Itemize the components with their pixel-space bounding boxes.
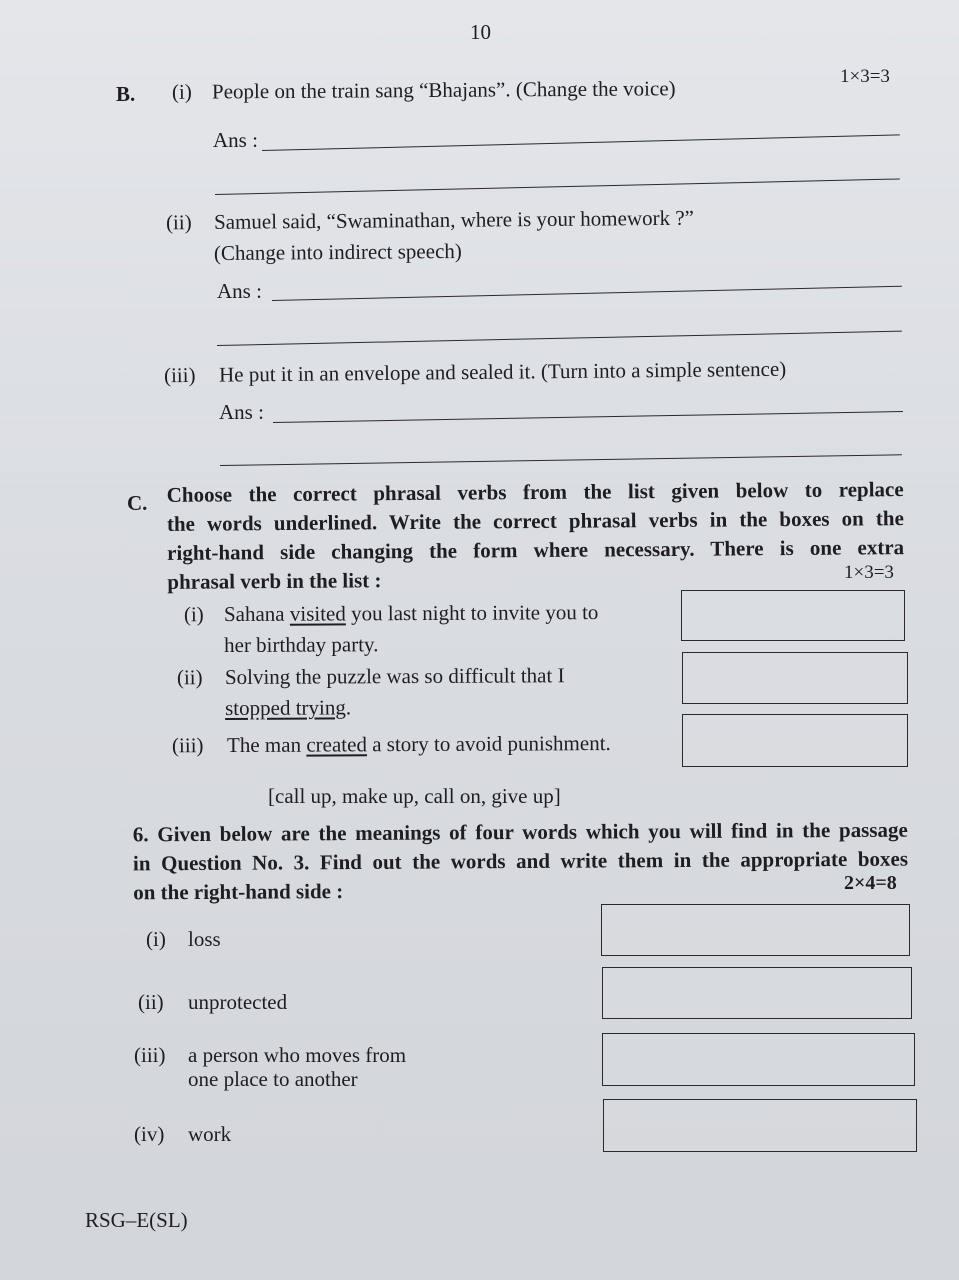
page-number: 10: [470, 20, 491, 44]
section-b-label: B.: [116, 82, 136, 106]
item-text: work: [188, 1122, 232, 1146]
question-6-item-iii: [134, 1040, 406, 1095]
instruction-line: phrasal verb in the list :: [167, 568, 382, 594]
question-number: (i): [171, 79, 192, 104]
instruction-line: the words underlined. Write the correct phrasal verbs in the boxes on the: [166, 506, 904, 536]
item-number: (i): [183, 602, 204, 627]
question-text: Samuel said, “Swaminathan, where is your homework ?”: [213, 205, 695, 234]
answer-line-b-iii-2[interactable]: [220, 454, 902, 466]
item-text: The man: [226, 732, 307, 758]
question-6-instruction: [133, 816, 909, 908]
answer-box-6-iii[interactable]: [602, 1033, 915, 1086]
item-number: (iv): [134, 1122, 165, 1146]
question-6-item-i: [146, 924, 221, 955]
answer-line-b-iii-1[interactable]: [273, 411, 903, 423]
answer-box-6-iv[interactable]: [603, 1099, 917, 1152]
question-6-item-iv: [134, 1119, 231, 1150]
item-text-line2: her birthday party.: [224, 632, 379, 658]
question-b-i: [172, 73, 676, 108]
item-text: loss: [188, 927, 221, 951]
answer-box-c-ii[interactable]: [682, 652, 908, 704]
answer-label: Ans :: [219, 400, 264, 424]
question-6-item-ii: [138, 987, 287, 1018]
question-b-ii-instruction: (Change into indirect speech): [213, 238, 462, 266]
question-b-ii: [166, 203, 694, 239]
item-text: a person who moves from: [188, 1043, 407, 1067]
section-c-item-i: [184, 597, 664, 662]
item-number: (i): [146, 927, 166, 951]
question-number: (iii): [163, 362, 196, 388]
item-number: (ii): [176, 665, 203, 690]
answer-box-6-i[interactable]: [601, 904, 910, 956]
item-text: you last night to invite you to: [345, 600, 599, 626]
item-number: (iii): [134, 1043, 166, 1067]
phrasal-verb-options: [call up, make up, call on, give up]: [268, 784, 561, 808]
question-6-label: 6.: [132, 822, 149, 847]
instruction-line: on the right-hand side :: [133, 879, 344, 905]
instruction-line: right-hand side changing the form where necessary. There is one extra: [167, 535, 905, 565]
item-text: unprotected: [188, 990, 288, 1014]
question-b-iii: [164, 354, 787, 392]
underlined-word: visited: [289, 601, 346, 626]
underlined-word: created: [306, 732, 367, 757]
section-c-item-iii: [172, 728, 672, 762]
section-c-item-ii: [177, 660, 657, 725]
question-6-marks: 2×4=8: [844, 872, 897, 894]
question-text: People on the train sang “Bhajans”. (Change the voice): [211, 76, 676, 104]
section-c-marks: 1×3=3: [844, 562, 894, 583]
item-text: Solving the puzzle was so difficult that I: [224, 663, 565, 690]
answer-line-b-i-1[interactable]: [262, 134, 900, 151]
question-number: (ii): [165, 210, 192, 235]
answer-label: Ans :: [213, 128, 258, 152]
answer-box-c-iii[interactable]: [682, 714, 908, 767]
answer-line-b-i-2[interactable]: [215, 178, 900, 195]
answer-box-6-ii[interactable]: [602, 967, 912, 1019]
answer-label: Ans :: [217, 279, 262, 303]
section-c-instruction: [167, 475, 905, 597]
answer-line-b-ii-1[interactable]: [272, 286, 902, 301]
instruction-line: in Question No. 3. Find out the words and write them in the appropriate boxes: [132, 846, 909, 876]
instruction-text: Given below are the meanings of four words which you will find in the passage: [157, 817, 908, 847]
item-text-line2: one place to another: [188, 1067, 358, 1091]
item-text: Sahana: [223, 601, 290, 627]
paper-code-footer: RSG–E(SL): [85, 1208, 188, 1232]
answer-box-c-i[interactable]: [681, 590, 905, 641]
item-number: (iii): [171, 733, 204, 758]
item-number: (ii): [138, 990, 164, 1014]
item-text: a story to avoid punishment.: [366, 731, 611, 757]
underlined-phrase: stopped trying: [225, 695, 346, 721]
section-b-marks: 1×3=3: [840, 66, 890, 87]
section-c-label: C.: [127, 491, 148, 515]
answer-line-b-ii-2[interactable]: [217, 331, 902, 346]
item-text: .: [345, 695, 352, 720]
instruction-line: Choose the correct phrasal verbs from the list given below to replace: [166, 477, 904, 507]
instruction-line: [133, 816, 908, 850]
question-text: He put it in an envelope and sealed it. (Turn into a simple sentence): [218, 356, 787, 387]
